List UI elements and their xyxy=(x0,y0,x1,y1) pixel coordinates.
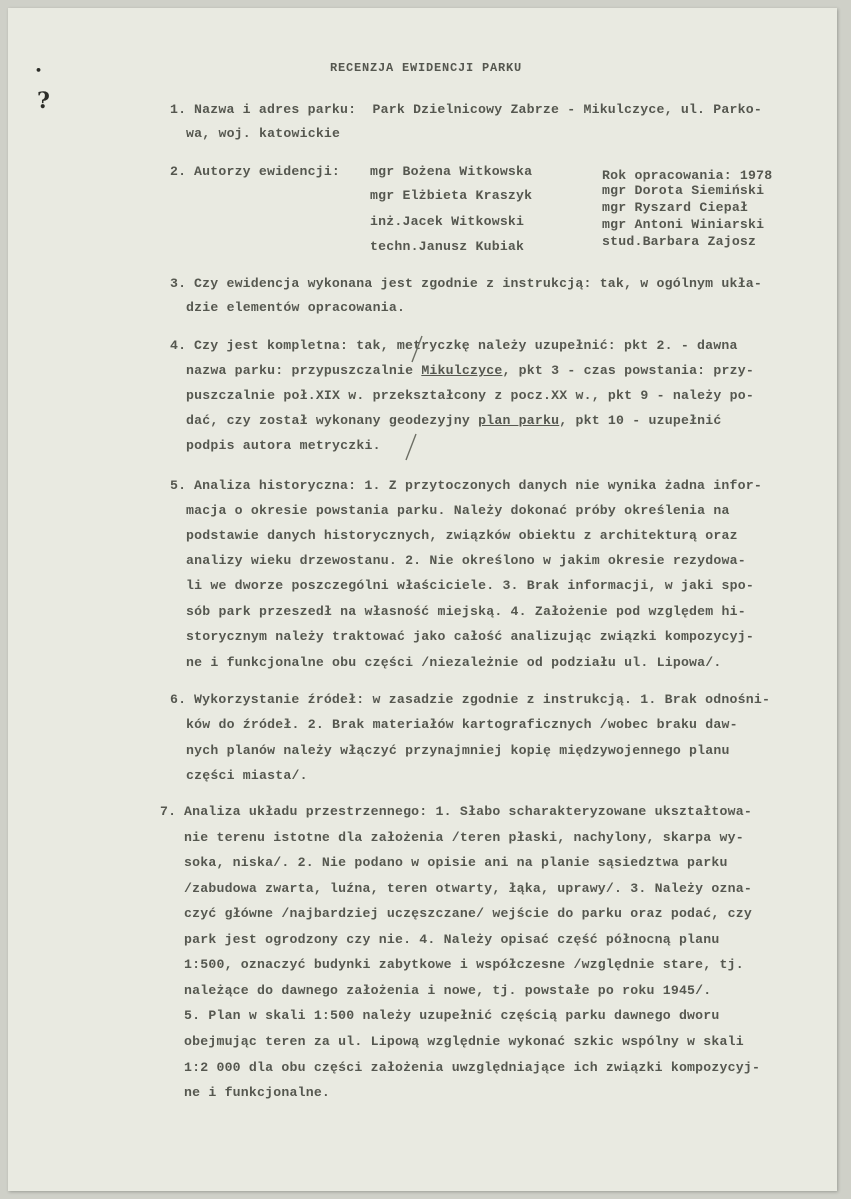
underlined-place-name: Mikulczyce xyxy=(421,363,503,378)
handwritten-slash-mark-2 xyxy=(402,432,422,462)
margin-dot-mark: • xyxy=(35,64,43,77)
item-5-line-3: podstawie danych historycznych, związków obiektu z architekturą oraz xyxy=(186,528,738,543)
item-7-line-2: nie terenu istotne dla założenia /teren płaski, nachylony, skarpa wy- xyxy=(184,830,744,845)
item-7-line-8: należące do dawnego założenia i nowe, tj. powstałe po roku 1945/. xyxy=(184,983,712,998)
item-4-line-4-part-c: , pkt 10 - uzupełnić xyxy=(559,413,722,428)
item-2-label: Autorzy ewidencji: xyxy=(194,164,341,179)
item-4-line-4 xyxy=(186,413,722,429)
item-3-line-2: dzie elementów opracowania. xyxy=(186,300,406,315)
author-right-2: mgr Ryszard Ciepał xyxy=(602,200,749,215)
item-4-line-2-part-c: , pkt 3 - czas powstania: przy- xyxy=(502,363,754,378)
item-7-line-11: 1:2 000 dla obu części założenia uwzględniające ich związki kompozycyj- xyxy=(184,1060,761,1075)
item-4-line-4-part-a: dać, czy został wykonany geodezyjny xyxy=(186,413,479,428)
year-of-preparation: Rok opracowania: 1978 xyxy=(602,168,773,183)
item-6-line-4: części miasta/. xyxy=(186,768,308,783)
item-1-line-2: wa, woj. katowickie xyxy=(186,126,341,141)
item-5-line-6: sób park przeszedł na własność miejską. 4. Założenie pod względem hi- xyxy=(186,604,746,619)
item-4-line-1: Czy jest kompletna: tak, metryczkę należy uzupełnić: pkt 2. - dawna xyxy=(194,338,738,353)
item-6-line-3: nych planów należy włączyć przynajmniej kopię międzywojennego planu xyxy=(186,743,730,758)
item-6-line-1: Wykorzystanie źródeł: w zasadzie zgodnie z instrukcją. 1. Brak odnośni- xyxy=(194,692,771,707)
item-7-line-1: Analiza układu przestrzennego: 1. Słabo scharakteryzowane ukształtowa- xyxy=(184,804,752,819)
item-5-number: 5. xyxy=(170,478,187,493)
item-5-line-4: analizy wieku drzewostanu. 2. Nie określono w jakim okresie rezydowa- xyxy=(186,553,746,568)
item-7-line-6: park jest ogrodzony czy nie. 4. Należy opisać część północną planu xyxy=(184,932,720,947)
margin-question-mark: ? xyxy=(37,88,51,114)
item-3-number: 3. xyxy=(170,276,187,291)
item-4-line-3: puszczalnie poł.XIX w. przekształcony z pocz.XX w., pkt 9 - należy po- xyxy=(186,388,754,403)
author-left-1: mgr Bożena Witkowska xyxy=(370,164,533,179)
item-6-line-2: ków do źródeł. 2. Brak materiałów kartograficznych /wobec braku daw- xyxy=(186,717,738,732)
item-1-number: 1. xyxy=(170,102,187,117)
item-5-line-5: li we dworze poszczególni właściciele. 3. Brak informacji, w jaki spo- xyxy=(186,578,754,593)
item-5-line-8: ne i funkcjonalne obu części /niezależnie od podziału ul. Lipowa/. xyxy=(186,655,722,670)
item-2-number: 2. xyxy=(170,164,187,179)
author-right-3: mgr Antoni Winiarski xyxy=(602,217,765,232)
document-page xyxy=(8,8,837,1191)
item-4-line-2 xyxy=(186,363,754,379)
author-right-1: mgr Dorota Siemiński xyxy=(602,183,765,198)
item-7-line-7: 1:500, oznaczyć budynki zabytkowe i współczesne /względnie stare, tj. xyxy=(184,957,744,972)
item-7-number: 7. xyxy=(160,804,177,819)
handwritten-slash-mark-1 xyxy=(408,334,428,364)
item-7-line-12: ne i funkcjonalne. xyxy=(184,1085,331,1100)
item-4-line-5: podpis autora metryczki. xyxy=(186,438,381,453)
item-5-line-1: Analiza historyczna: 1. Z przytoczonych danych nie wynika żadna infor- xyxy=(194,478,762,493)
author-left-2: mgr Elżbieta Kraszyk xyxy=(370,188,533,203)
item-1-line-1: Nazwa i adres parku: Park Dzielnicowy Zabrze - Mikulczyce, ul. Parko- xyxy=(194,102,762,117)
underlined-park-plan: plan parku xyxy=(478,413,560,428)
item-7-line-9: 5. Plan w skali 1:500 należy uzupełnić częścią parku dawnego dworu xyxy=(184,1008,720,1023)
author-left-4: techn.Janusz Kubiak xyxy=(370,239,525,254)
item-5-line-7: storycznym należy traktować jako całość analizując związki kompozycyj- xyxy=(186,629,754,644)
author-left-3: inż.Jacek Witkowski xyxy=(370,214,525,229)
item-4-line-2-part-a: nazwa parku: przypuszczalnie xyxy=(186,363,422,378)
item-7-line-3: soka, niska/. 2. Nie podano w opisie ani na planie sąsiedztwa parku xyxy=(184,855,728,870)
document-title: RECENZJA EWIDENCJI PARKU xyxy=(330,61,523,75)
item-5-line-2: macja o okresie powstania parku. Należy dokonać próby określenia na xyxy=(186,503,730,518)
item-7-line-5: czyć główne /najbardziej uczęszczane/ wejście do parku oraz podać, czy xyxy=(184,906,752,921)
item-4-number: 4. xyxy=(170,338,187,353)
item-3-line-1: Czy ewidencja wykonana jest zgodnie z instrukcją: tak, w ogólnym ukła- xyxy=(194,276,762,291)
item-7-line-10: obejmując teren za ul. Lipową względnie wykonać szkic wspólny w skali xyxy=(184,1034,744,1049)
item-7-line-4: /zabudowa zwarta, luźna, teren otwarty, łąka, uprawy/. 3. Należy ozna- xyxy=(184,881,752,896)
item-6-number: 6. xyxy=(170,692,187,707)
author-right-4: stud.Barbara Zajosz xyxy=(602,234,757,249)
